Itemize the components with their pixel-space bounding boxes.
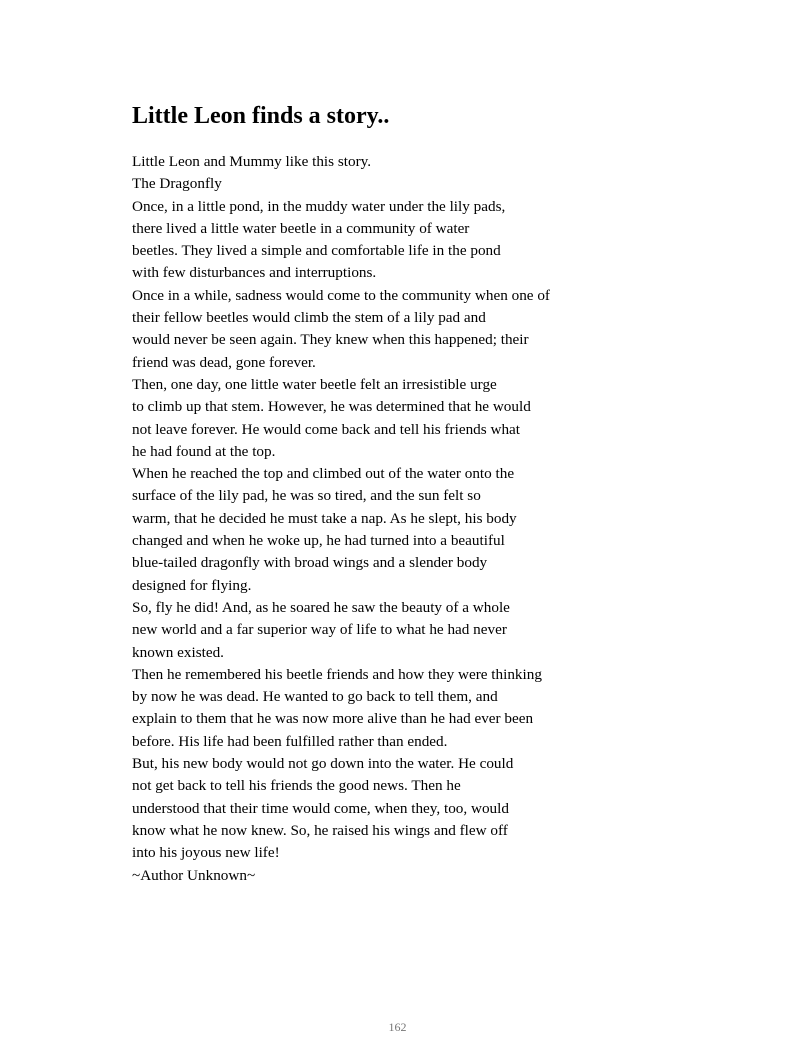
text-line: When he reached the top and climbed out of the water onto the <box>132 465 515 483</box>
text-line: friend was dead, gone forever. <box>132 353 316 371</box>
text-line: beetles. They lived a simple and comfortable life in the pond <box>132 242 501 260</box>
page-number: 162 <box>388 1020 407 1034</box>
text-line: The Dragonfly <box>132 175 222 193</box>
text-line: with few disturbances and interruptions. <box>132 264 377 282</box>
text-line: Then he remembered his beetle friends and how they were thinking <box>132 665 542 683</box>
text-line: before. His life had been fulfilled rather than ended. <box>132 732 448 750</box>
story-body <box>132 151 692 887</box>
text-line: into his joyous new life! <box>132 844 280 862</box>
text-line: blue-tailed dragonfly with broad wings and a slender body <box>132 554 488 572</box>
text-line: he had found at the top. <box>132 442 276 460</box>
text-line: designed for flying. <box>132 576 252 594</box>
text-line: know what he now knew. So, he raised his wings and flew off <box>132 821 508 839</box>
text-line: would never be seen again. They knew when this happened; their <box>132 331 529 349</box>
text-line: known existed. <box>132 643 224 661</box>
text-line: Once, in a little pond, in the muddy water under the lily pads, <box>132 197 506 215</box>
text-line: explain to them that he was now more alive than he had ever been <box>132 710 534 728</box>
author-attribution: ~Author Unknown~ <box>132 866 256 884</box>
text-line: not leave forever. He would come back and tell his friends what <box>132 420 520 438</box>
text-line: surface of the lily pad, he was so tired, and the sun felt so <box>132 487 481 505</box>
text-line: changed and when he woke up, he had turned into a beautiful <box>132 532 505 550</box>
text-line: to climb up that stem. However, he was determined that he would <box>132 398 531 416</box>
text-line: So, fly he did! And, as he soared he saw the beauty of a whole <box>132 598 510 616</box>
text-line: Then, one day, one little water beetle felt an irresistible urge <box>132 375 497 393</box>
text-line: Once in a while, sadness would come to the community when one of <box>132 286 550 304</box>
text-line: there lived a little water beetle in a community of water <box>132 219 470 237</box>
text-line: their fellow beetles would climb the stem of a lily pad and <box>132 309 486 327</box>
text-line: not get back to tell his friends the good news. Then he <box>132 777 461 795</box>
text-line: understood that their time would come, when they, too, would <box>132 799 509 817</box>
text-line: Little Leon and Mummy like this story. <box>132 153 372 170</box>
text-line: warm, that he decided he must take a nap. As he slept, his body <box>132 509 517 527</box>
page-title: Little Leon finds a story.. <box>132 103 390 129</box>
text-line: new world and a far superior way of life to what he had never <box>132 621 507 639</box>
text-line: But, his new body would not go down into the water. He could <box>132 755 514 773</box>
text-line: by now he was dead. He wanted to go back to tell them, and <box>132 688 498 706</box>
